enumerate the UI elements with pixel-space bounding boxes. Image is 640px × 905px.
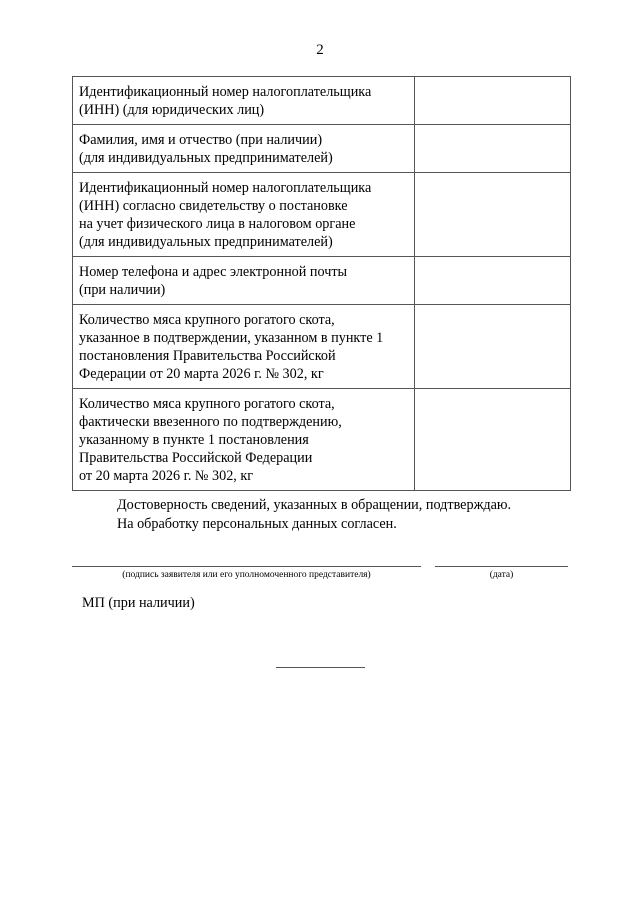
value-field-inn-legal[interactable] <box>415 77 571 125</box>
row-label-beef-quantity-imported: Количество мяса крупного рогатого скота, фактически ввезенного по подтверждению, указанному в пункте 1 постановления Правительства Российской Федерации от 20 марта 2026 г. № 302, кг <box>79 396 342 484</box>
row-label-cell <box>73 125 415 173</box>
row-label-beef-quantity-confirmed: Количество мяса крупного рогатого скота, указанное в подтверждении, указанном в пункте 1 постановления Правительства Российской Федерации от 20 марта 2026 г. № 302, кг <box>79 312 384 382</box>
table-row-full-name <box>73 125 571 173</box>
row-label-inn-individual: Идентификационный номер налогоплательщика (ИНН) согласно свидетельству о постановке на учет физического лица в налоговом органе (для индивидуальных предпринимателей) <box>79 180 372 250</box>
table-row-beef-quantity-imported <box>73 389 571 491</box>
value-field-inn-individual[interactable] <box>415 173 571 257</box>
table-row-beef-quantity-confirmed <box>73 305 571 389</box>
row-label-cell <box>73 389 415 491</box>
value-field-beef-quantity-imported[interactable] <box>415 389 571 491</box>
date-line[interactable] <box>435 566 568 567</box>
confirmation-statement: Достоверность сведений, указанных в обращении, подтверждаю. <box>117 497 512 513</box>
stamp-placeholder: МП (при наличии) <box>82 595 195 611</box>
value-field-contacts[interactable] <box>415 257 571 305</box>
row-label-cell <box>73 77 415 125</box>
signature-line[interactable] <box>72 566 421 567</box>
row-label-contacts: Номер телефона и адрес электронной почты (при наличии) <box>79 264 348 298</box>
document-end-divider <box>276 667 365 668</box>
row-label-cell <box>73 305 415 389</box>
signature-caption: (подпись заявителя или его уполномоченного представителя) <box>122 570 371 580</box>
applicant-info-table <box>72 76 571 491</box>
value-field-full-name[interactable] <box>415 125 571 173</box>
value-field-beef-quantity-confirmed[interactable] <box>415 305 571 389</box>
row-label-cell <box>73 257 415 305</box>
table-row-inn-individual <box>73 173 571 257</box>
date-caption: (дата) <box>489 570 514 580</box>
row-label-full-name: Фамилия, имя и отчество (при наличии) (для индивидуальных предпринимателей) <box>79 132 333 166</box>
row-label-cell <box>73 173 415 257</box>
table-row-inn-legal <box>73 77 571 125</box>
row-label-inn-legal: Идентификационный номер налогоплательщика (ИНН) (для юридических лиц) <box>79 84 372 118</box>
page-number: 2 <box>316 42 324 58</box>
consent-statement: На обработку персональных данных согласен. <box>117 516 397 532</box>
table-row-contacts <box>73 257 571 305</box>
